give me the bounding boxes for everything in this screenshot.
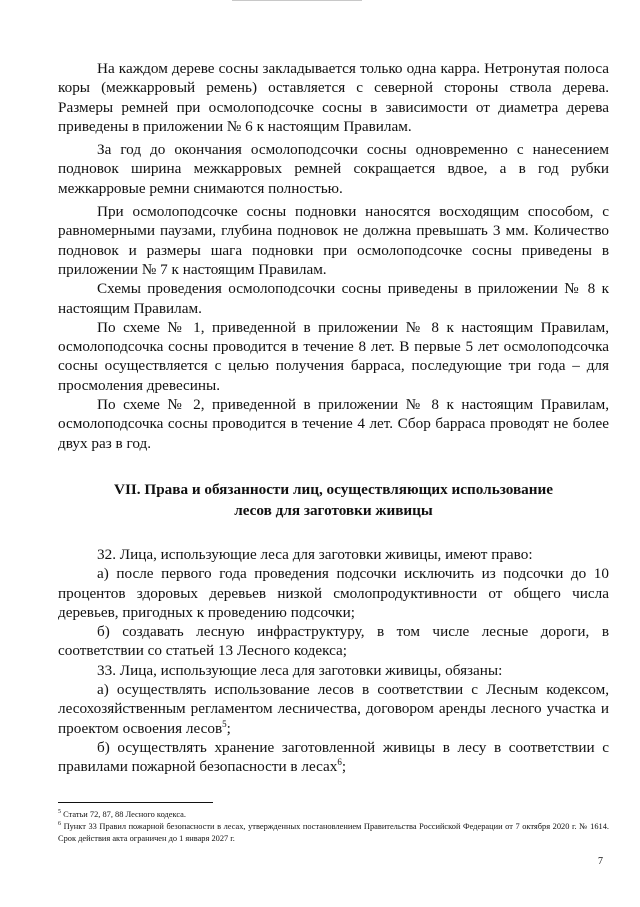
section-heading-line2: лесов для заготовки живицы [234,501,433,519]
paragraph: При осмолоподсочке сосны подновки наносятся восходящим способом, с равномерными паузами, глубина подновок не должна превышать 3 мм. Количество подновок и размеры шага подновки при осмолоподсочке сосны приведены в приложении № 7 к настоящим Правилам. [58,203,609,278]
paragraph: По схеме № 2, приведенной в приложении № 8 к настоящим Правилам, осмолоподсочка сосны проводится в течение 4 лет. Сбор барраса проводят не более двух раз в год. [58,396,609,452]
scan-edge-line [232,0,362,1]
footnote-ref[interactable]: 5 [222,718,227,729]
paragraph: За год до окончания осмолоподсочки сосны одновременно с нанесением подновок ширина межкарровых ремней сокращается вдвое, а в год рубки межкарровые ремни снимаются полностью. [58,141,609,197]
paragraph: Схемы проведения осмолоподсочки сосны приведены в приложении № 8 к настоящим Правилам. [58,280,609,317]
footnote [58,809,609,821]
footnote-separator [58,802,213,803]
paragraph-text: а) осуществлять использование лесов в соответствии с Лесным кодексом, лесохозяйственным регламентом лесничества, договором аренды лесного участка и проектом освоения лесов [58,681,609,737]
paragraph: 32. Лица, использующие леса для заготовки живицы, имеют право: [97,545,533,563]
footnote-text: Пункт 33 Правил пожарной безопасности в лесах, утвержденных постановлением Правительства Российской Федерации от 7 октября 2020 г. № 1614. Срок действия акта ограничен до 1 января 2027 г. [58,822,609,843]
paragraph: 33. Лица, использующие леса для заготовки живицы, обязаны: [97,661,503,679]
paragraph: б) создавать лесную инфраструктуру, в том числе лесные дороги, в соответствии со статьей 13 Лесного кодекса; [58,623,609,660]
footnote-ref[interactable]: 6 [337,757,342,768]
footnote [58,821,609,845]
page-number: 7 [598,856,603,867]
paragraph-text: б) осуществлять хранение заготовленной живицы в лесу в соответствии с правилами пожарной безопасности в лесах [58,738,609,776]
paragraph-tail: ; [341,758,347,776]
paragraph [58,738,609,777]
paragraph-tail: ; [226,719,231,737]
paragraph: На каждом дереве сосны закладывается только одна карра. Нетронутая полоса коры (межкарровый ремень) оставляется с северной стороны ствола дерева. Размеры ремней при осмолоподсочке сосны в зависимости от диаметра дерева приведены в приложении № 6 к настоящим Правилам. [58,60,609,135]
paragraph: а) после первого года проведения подсочки исключить из подсочки до 10 процентов здоровых деревьев низкой смолопродуктивности от общего числа деревьев, пригодных к проведению подсочки; [58,565,609,621]
footnote-number: 5 [58,809,61,816]
paragraph [58,680,609,738]
footnotes [58,809,609,845]
section-heading-line1: VII. Права и обязанности лиц, осуществляющих использование [114,480,553,498]
section-heading [58,479,609,521]
footnote-text: Статьи 72, 87, 88 Лесного кодекса. [61,810,186,819]
footnote-number: 6 [58,821,61,828]
paragraph: По схеме № 1, приведенной в приложении № 8 к настоящим Правилам, осмолоподсочка сосны проводится в течение 8 лет. В первые 5 лет осмолоподсочка сосны осуществляется с целью получения барраса, последующие три года – для просмоления древесины. [58,318,609,394]
document-body [58,59,609,777]
